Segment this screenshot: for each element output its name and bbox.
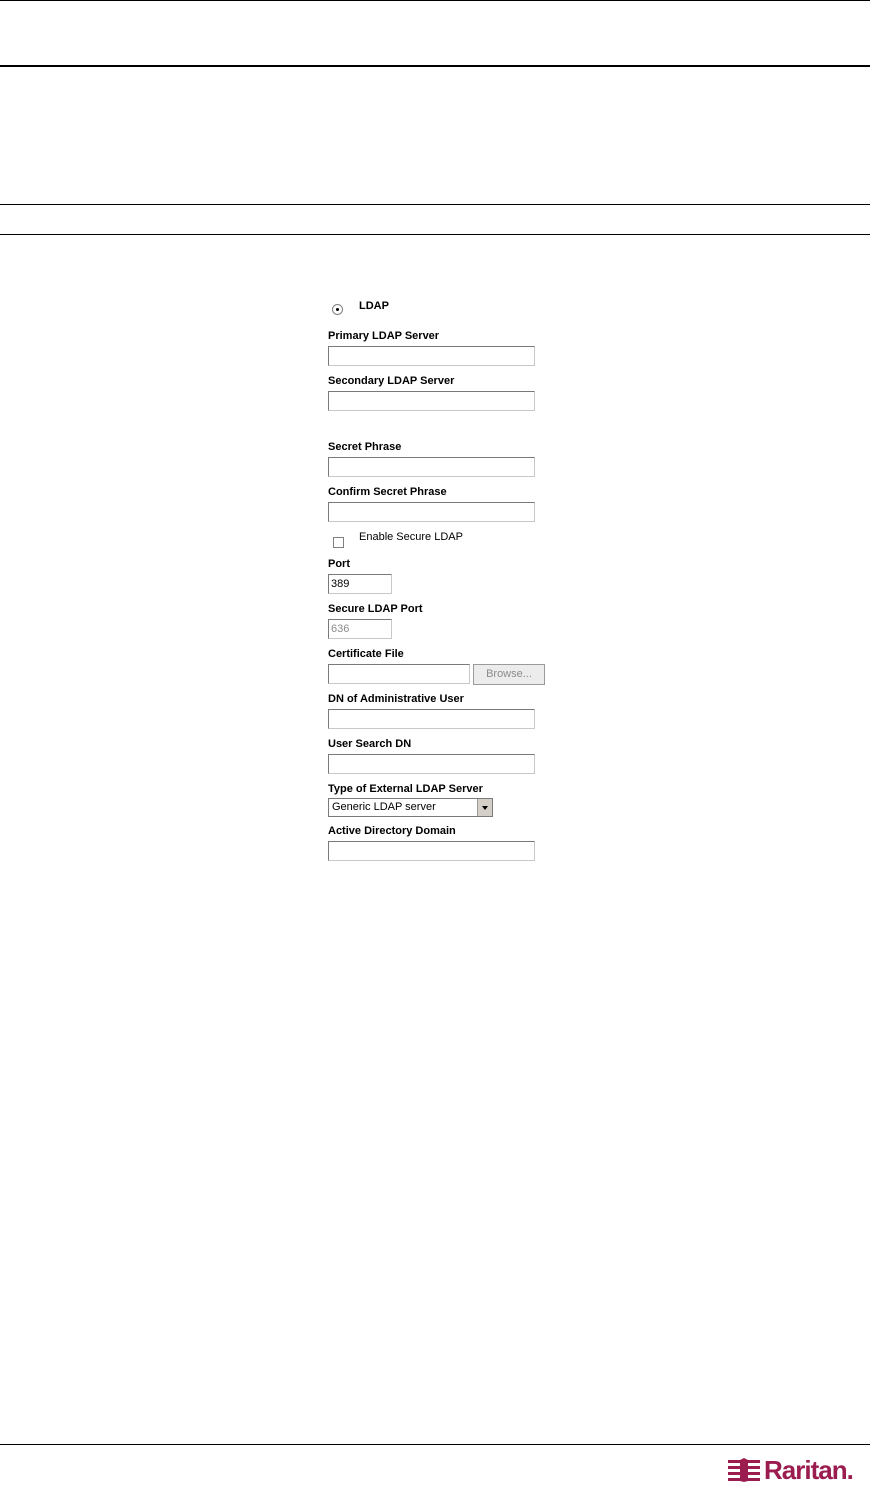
port-input[interactable]: 389: [328, 574, 392, 594]
ldap-server-type-value: Generic LDAP server: [332, 801, 436, 813]
confirm-secret-phrase-input[interactable]: [328, 502, 535, 522]
user-search-dn-input[interactable]: [328, 754, 535, 774]
browse-button[interactable]: Browse...: [473, 664, 545, 685]
active-directory-domain-label: Active Directory Domain: [328, 825, 456, 837]
chevron-down-icon: [482, 806, 488, 810]
active-directory-domain-input[interactable]: [328, 841, 535, 861]
certificate-file-input[interactable]: [328, 664, 470, 684]
user-search-dn-label: User Search DN: [328, 738, 412, 750]
enable-secure-ldap-label: Enable Secure LDAP: [359, 531, 463, 543]
primary-ldap-server-input[interactable]: [328, 346, 535, 366]
admin-dn-input[interactable]: [328, 709, 535, 729]
secret-phrase-label: Secret Phrase: [328, 441, 402, 453]
admin-dn-label: DN of Administrative User: [328, 693, 464, 705]
raritan-logo-mark-icon: [728, 1458, 760, 1482]
confirm-secret-phrase-label: Confirm Secret Phrase: [328, 486, 447, 498]
ldap-radio[interactable]: [332, 304, 343, 315]
enable-secure-ldap-checkbox[interactable]: [333, 537, 344, 548]
raritan-logo: [728, 1455, 864, 1485]
secondary-ldap-server-label: Secondary LDAP Server: [328, 375, 455, 387]
secure-ldap-port-input[interactable]: 636: [328, 619, 392, 639]
certificate-file-label: Certificate File: [328, 648, 404, 660]
secret-phrase-input[interactable]: [328, 457, 535, 477]
primary-ldap-server-label: Primary LDAP Server: [328, 330, 440, 342]
secure-ldap-port-label: Secure LDAP Port: [328, 603, 423, 615]
secondary-ldap-server-input[interactable]: [328, 391, 535, 411]
ldap-server-type-label: Type of External LDAP Server: [328, 783, 483, 795]
port-label: Port: [328, 558, 350, 570]
raritan-logo-wordmark: Raritan.: [764, 1455, 853, 1485]
footer-rule: [0, 1444, 870, 1445]
radio-selected-dot: [336, 308, 339, 311]
ldap-server-type-select[interactable]: [328, 798, 493, 817]
dropdown-arrow[interactable]: [477, 799, 492, 816]
ldap-radio-label: LDAP: [359, 300, 389, 312]
